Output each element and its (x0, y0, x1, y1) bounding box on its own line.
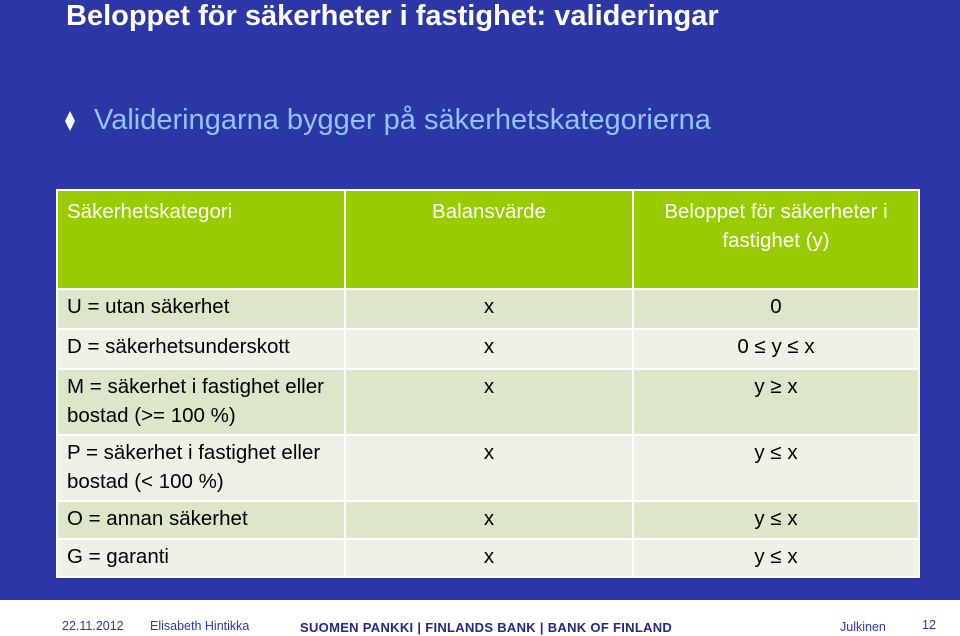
validation-table (56, 189, 920, 578)
header-amount: Beloppet för säkerheter i fastighet (y) (633, 190, 919, 289)
cell-balance: x (345, 539, 633, 577)
cell-category: G = garanti (57, 539, 345, 577)
footer-author: Elisabeth Hintikka (150, 619, 250, 633)
cell-balance: x (345, 369, 633, 435)
cell-amount: y ≤ x (633, 501, 919, 539)
bullet-text: Valideringarna bygger på säkerhetskategorierna (94, 104, 711, 136)
footer-classification: Julkinen (840, 620, 886, 634)
cell-category: P = säkerhet i fastighet eller bostad (< 100 %) (57, 435, 345, 501)
cell-amount: 0 ≤ y ≤ x (633, 329, 919, 369)
header-category: Säkerhetskategori (57, 190, 345, 289)
footer-page-number: 12 (922, 618, 936, 632)
cell-category: M = säkerhet i fastighet eller bostad (>= 100 %) (57, 369, 345, 435)
cell-category: D = säkerhetsunderskott (57, 329, 345, 369)
table-header-row (57, 190, 919, 289)
table-row (57, 289, 919, 329)
cell-balance: x (345, 501, 633, 539)
cell-amount: y ≥ x (633, 369, 919, 435)
table-row (57, 435, 919, 501)
cell-category: O = annan säkerhet (57, 501, 345, 539)
cell-amount: y ≤ x (633, 435, 919, 501)
cell-category: U = utan säkerhet (57, 289, 345, 329)
table-row (57, 369, 919, 435)
cell-balance: x (345, 329, 633, 369)
diamond-bullet-icon (64, 110, 76, 132)
cell-amount: 0 (633, 289, 919, 329)
table-row (57, 501, 919, 539)
footer (0, 600, 960, 636)
header-balance: Balansvärde (345, 190, 633, 289)
table-row (57, 329, 919, 369)
cell-balance: x (345, 435, 633, 501)
footer-date: 22.11.2012 (62, 619, 124, 633)
cell-balance: x (345, 289, 633, 329)
table-row (57, 539, 919, 577)
cell-amount: y ≤ x (633, 539, 919, 577)
page-title: Beloppet för säkerheter i fastighet: valideringar (66, 0, 719, 32)
footer-bank-name: SUOMEN PANKKI | FINLANDS BANK | BANK OF FINLAND (300, 620, 673, 635)
bullet-row (64, 104, 711, 137)
